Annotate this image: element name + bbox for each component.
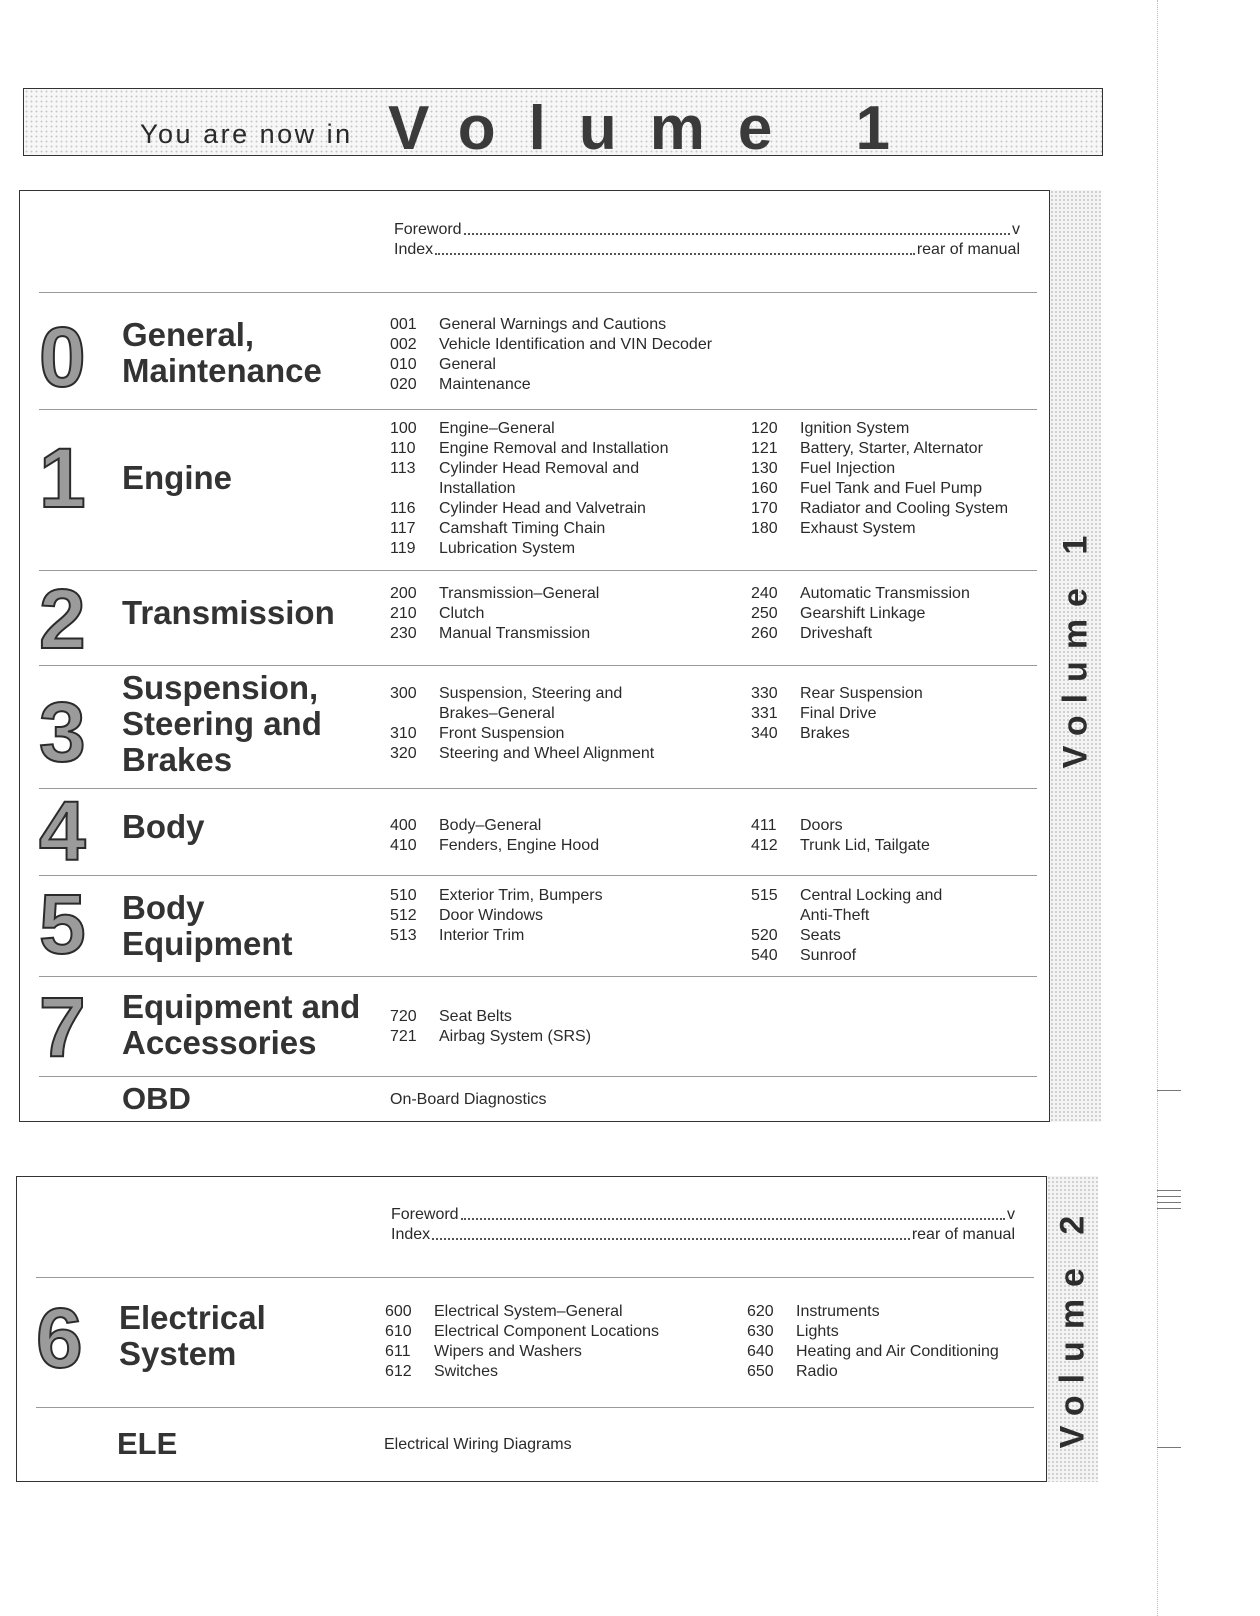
- topic-item[interactable]: 010 General: [390, 356, 496, 373]
- topic-list-left: [390, 419, 668, 559]
- volume-2-contents: [16, 1176, 1098, 1482]
- topic-list-right: [751, 816, 930, 856]
- topic-item[interactable]: 001 General Warnings and Cautions: [390, 316, 667, 333]
- topic-item[interactable]: 721 Airbag System (SRS): [390, 1028, 592, 1045]
- topic-item[interactable]: 330 Rear Suspension: [751, 685, 923, 702]
- section-title: Body: [122, 808, 205, 845]
- topic-list-right: [747, 1302, 999, 1382]
- topic-item[interactable]: 170 Radiator and Cooling System: [751, 500, 1009, 517]
- topic-item[interactable]: 020 Maintenance: [390, 376, 531, 393]
- topic-list-left: [390, 886, 603, 946]
- topic-item[interactable]: 630 Lights: [747, 1323, 839, 1340]
- section-description: Electrical Wiring Diagrams: [384, 1436, 572, 1453]
- section-title: Body Equipment: [122, 889, 293, 962]
- section-obd[interactable]: [20, 1077, 1040, 1121]
- topic-item[interactable]: 650 Radio: [747, 1363, 838, 1380]
- section-title: Suspension, Steering and Brakes: [122, 669, 322, 778]
- topic-item[interactable]: 611 Wipers and Washers: [385, 1343, 582, 1360]
- topic-item[interactable]: 230 Manual Transmission: [390, 625, 591, 642]
- banner-volume: Volume 1: [388, 94, 924, 163]
- topic-item[interactable]: 113 Cylinder Head Removal and Installation: [390, 460, 640, 497]
- foreword-entry[interactable]: Foreword v: [391, 1206, 1015, 1223]
- topic-item[interactable]: 340 Brakes: [751, 725, 850, 742]
- margin-mark: [1157, 1196, 1181, 1197]
- topic-list-left: [390, 1007, 591, 1047]
- index-entry[interactable]: Index rear of manual: [394, 241, 1020, 258]
- topic-item[interactable]: 515 Central Locking and Anti-Theft: [751, 887, 943, 924]
- topic-list-left: [390, 684, 654, 764]
- topic-item[interactable]: 620 Instruments: [747, 1303, 880, 1320]
- topic-item[interactable]: 513 Interior Trim: [390, 927, 525, 944]
- section-number: 3: [39, 685, 86, 779]
- topic-item[interactable]: 300 Suspension, Steering and Brakes–General: [390, 685, 623, 722]
- section-title: Transmission: [122, 594, 335, 631]
- foreword-entry[interactable]: Foreword v: [394, 221, 1020, 238]
- topic-item[interactable]: 331 Final Drive: [751, 705, 877, 722]
- topic-item[interactable]: 410 Fenders, Engine Hood: [390, 837, 600, 854]
- section-number: 1: [39, 431, 86, 525]
- section-6[interactable]: [17, 1278, 1037, 1408]
- section-description: On-Board Diagnostics: [390, 1091, 547, 1108]
- volume-1-tab-label: Volume 1: [1056, 523, 1094, 769]
- topic-list-right: [751, 419, 1008, 539]
- topic-item[interactable]: 100 Engine–General: [390, 420, 555, 437]
- section-title: Engine: [122, 459, 233, 496]
- topic-item[interactable]: 610 Electrical Component Locations: [385, 1323, 660, 1340]
- topic-item[interactable]: 640 Heating and Air Conditioning: [747, 1343, 999, 1360]
- topic-item[interactable]: 200 Transmission–General: [390, 585, 600, 602]
- topic-list-right: [751, 684, 923, 744]
- front-matter: [391, 1205, 1015, 1245]
- section-1[interactable]: [20, 410, 1040, 570]
- section-number: 5: [39, 877, 86, 971]
- topic-item[interactable]: 117 Camshaft Timing Chain: [390, 520, 606, 537]
- section-5[interactable]: [20, 876, 1040, 976]
- topic-list-left: [390, 315, 712, 395]
- topic-item[interactable]: 160 Fuel Tank and Fuel Pump: [751, 480, 983, 497]
- topic-item[interactable]: 260 Driveshaft: [751, 625, 873, 642]
- volume-1-tab[interactable]: [1049, 190, 1101, 1122]
- section-7[interactable]: [20, 977, 1040, 1073]
- topic-item[interactable]: 411 Doors: [751, 817, 843, 834]
- front-matter: [394, 220, 1020, 260]
- topic-item[interactable]: 310 Front Suspension: [390, 725, 565, 742]
- section-title: Electrical System: [119, 1299, 266, 1372]
- section-number: 0: [39, 310, 86, 404]
- section-title: Equipment and Accessories: [122, 988, 361, 1061]
- topic-item[interactable]: 412 Trunk Lid, Tailgate: [751, 837, 930, 854]
- topic-item[interactable]: 130 Fuel Injection: [751, 460, 896, 477]
- section-title: General, Maintenance: [122, 316, 322, 389]
- topic-item[interactable]: 720 Seat Belts: [390, 1008, 512, 1025]
- section-0[interactable]: [20, 293, 1040, 411]
- volume-2-tab-label: Volume 2: [1053, 1203, 1091, 1449]
- section-3[interactable]: [20, 666, 1040, 790]
- topic-item[interactable]: 002 Vehicle Identification and VIN Decoder: [390, 336, 713, 353]
- topic-item[interactable]: 250 Gearshift Linkage: [751, 605, 926, 622]
- margin-mark: [1157, 1090, 1181, 1091]
- margin-mark: [1157, 1447, 1181, 1448]
- section-2[interactable]: [20, 571, 1040, 667]
- topic-item[interactable]: 510 Exterior Trim, Bumpers: [390, 887, 603, 904]
- section-code: OBD: [122, 1081, 191, 1116]
- section-number: 6: [36, 1291, 83, 1385]
- section-code: ELE: [117, 1426, 178, 1461]
- topic-item[interactable]: 119 Lubrication System: [390, 540, 576, 557]
- topic-item[interactable]: 116 Cylinder Head and Valvetrain: [390, 500, 646, 517]
- topic-item[interactable]: 320 Steering and Wheel Alignment: [390, 745, 655, 762]
- section-4[interactable]: [20, 784, 1040, 878]
- topic-item[interactable]: 121 Battery, Starter, Alternator: [751, 440, 983, 457]
- section-number: 2: [39, 572, 86, 666]
- topic-item[interactable]: 520 Seats: [751, 927, 841, 944]
- topic-list-left: [390, 816, 599, 856]
- margin-mark: [1157, 1190, 1181, 1191]
- topic-list-left: [390, 584, 599, 644]
- topic-item[interactable]: 400 Body–General: [390, 817, 542, 834]
- topic-item[interactable]: 612 Switches: [385, 1363, 499, 1380]
- margin-mark: [1157, 1202, 1181, 1203]
- topic-list-right: [751, 886, 942, 966]
- margin-line: [1157, 0, 1158, 1616]
- topic-list-left: [385, 1302, 659, 1382]
- section-ele[interactable]: [17, 1408, 1037, 1478]
- volume-2-tab[interactable]: [1046, 1176, 1098, 1482]
- topic-item[interactable]: 210 Clutch: [390, 605, 485, 622]
- volume-banner: [23, 88, 1103, 163]
- topic-item[interactable]: 110 Engine Removal and Installation: [390, 440, 669, 457]
- banner-prefix: You are now in: [140, 119, 353, 149]
- topic-item[interactable]: 240 Automatic Transmission: [751, 585, 970, 602]
- topic-item[interactable]: 120 Ignition System: [751, 420, 910, 437]
- margin-mark: [1157, 1208, 1181, 1209]
- topic-item[interactable]: 180 Exhaust System: [751, 520, 916, 537]
- index-entry[interactable]: Index rear of manual: [391, 1226, 1015, 1243]
- topic-item[interactable]: 540 Sunroof: [751, 947, 857, 964]
- section-number: 4: [39, 784, 86, 878]
- topic-list-right: [751, 584, 970, 644]
- volume-1-contents: [19, 190, 1101, 1122]
- topic-item[interactable]: 512 Door Windows: [390, 907, 544, 924]
- section-number: 7: [39, 980, 86, 1074]
- topic-item[interactable]: 600 Electrical System–General: [385, 1303, 623, 1320]
